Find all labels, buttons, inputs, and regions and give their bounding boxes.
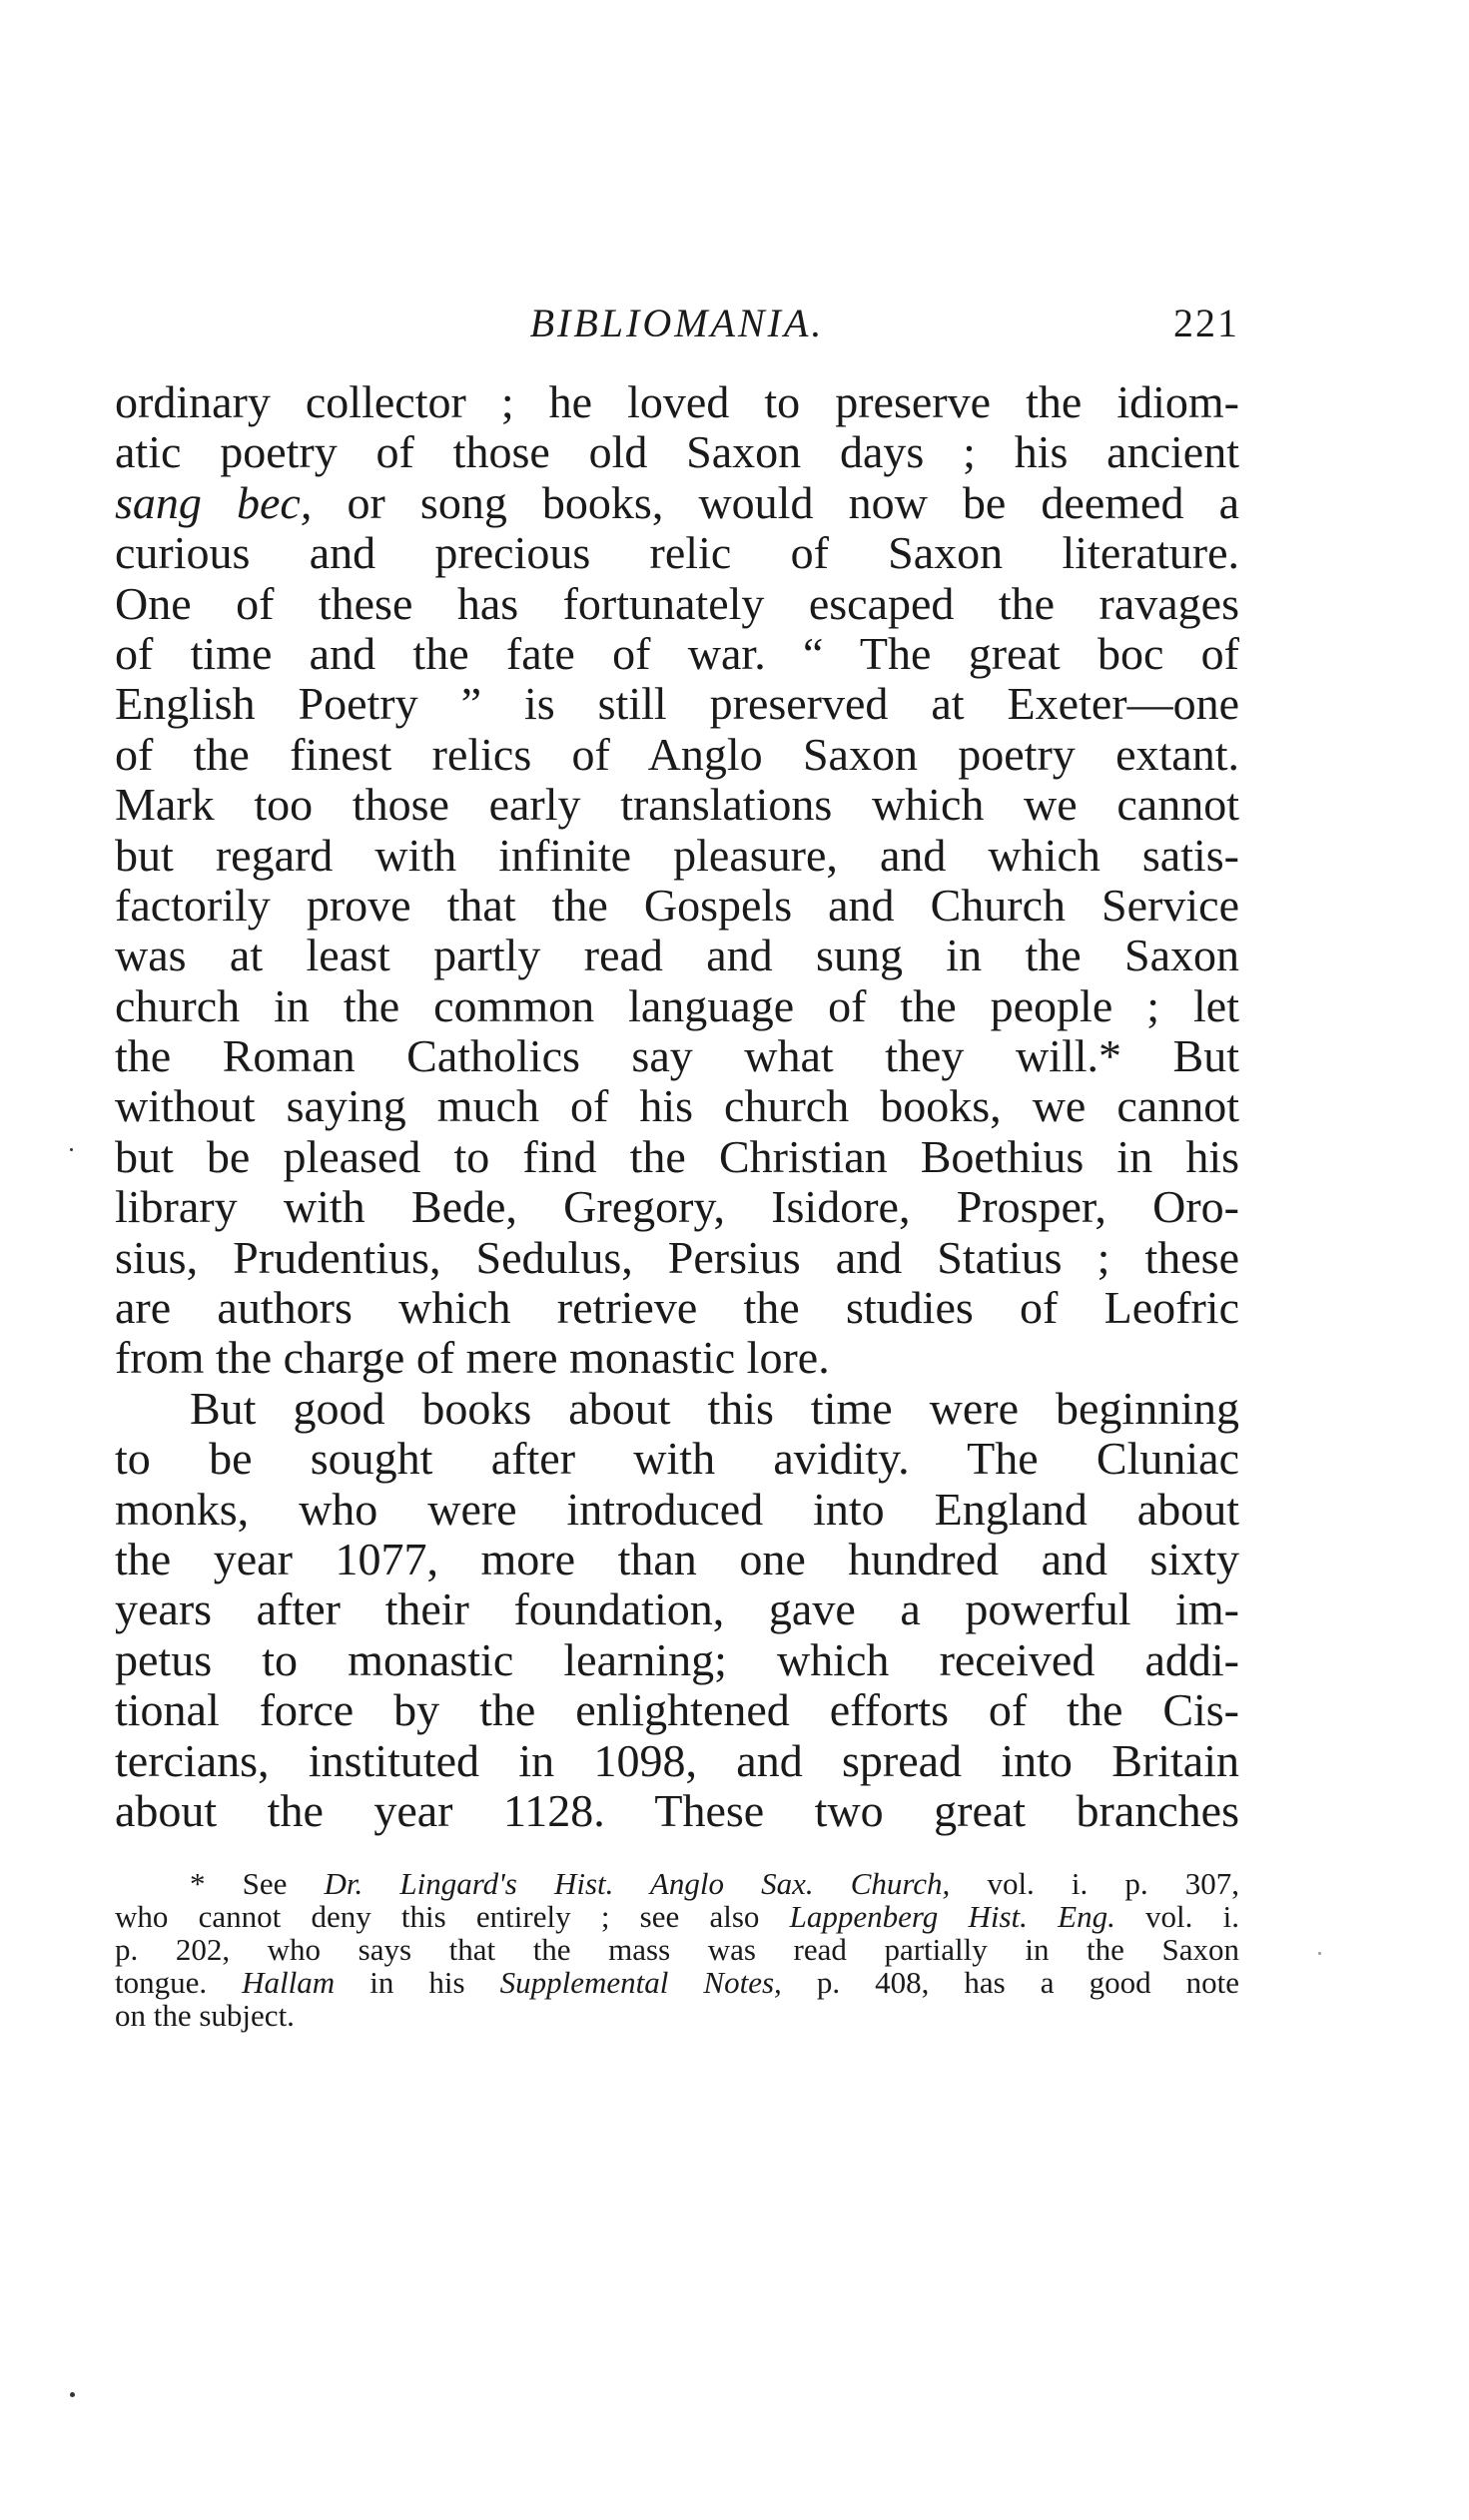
- running-head: [115, 300, 1239, 359]
- footnote: [115, 1867, 1239, 2032]
- footnote-text: who cannot deny this entirely ; see also: [115, 1899, 760, 1934]
- text-line: factorily prove that the Gospels and Church Service: [115, 879, 1239, 931]
- footnote-citation: Lappenberg Hist. Eng.: [789, 1899, 1115, 1934]
- text-line: monks, who were introduced into England about: [115, 1483, 1239, 1535]
- footnote-citation: Hallam: [242, 1965, 336, 2000]
- text-line: without saying much of his church books, we cannot: [115, 1080, 1239, 1132]
- text-line: petus to monastic learning; which received addi-: [115, 1633, 1239, 1685]
- footnote-citation: Dr. Lingard's Hist. Anglo Sax. Church,: [324, 1866, 951, 1901]
- footnote-text: tongue.: [115, 1965, 208, 2000]
- margin-speck: [1318, 1952, 1321, 1955]
- text-line: curious and precious relic of Saxon literature.: [115, 527, 1239, 579]
- text-line: are authors which retrieve the studies of Leofric: [115, 1282, 1239, 1334]
- text-line: but be pleased to find the Christian Boethius in his: [115, 1130, 1239, 1182]
- text-line: tional force by the enlightened efforts of the Cis-: [115, 1684, 1239, 1736]
- text-line: the year 1077, more than one hundred and sixty: [115, 1533, 1239, 1584]
- text-line: about the year 1128. These two great branches: [115, 1784, 1239, 1836]
- text-line: library with Bede, Gregory, Isidore, Prosper, Oro-: [115, 1181, 1239, 1233]
- italic-phrase: sang bec,: [115, 476, 313, 528]
- text-line: ordinary collector ; he loved to preserve the idiom-: [115, 376, 1239, 427]
- margin-speck: [70, 1148, 73, 1151]
- text-line: but regard with infinite pleasure, and which satis-: [115, 829, 1239, 881]
- footnote-text: vol. i.: [1145, 1899, 1239, 1934]
- text-line: of time and the fate of war. “ The great boc of: [115, 627, 1239, 679]
- text-line: the Roman Catholics say what they will.* But: [115, 1030, 1239, 1082]
- footnote-text: vol. i. p. 307,: [987, 1866, 1239, 1901]
- page-number: 221: [1173, 301, 1239, 345]
- paragraph-start-line: But good books about this time were beginning: [190, 1382, 1239, 1434]
- text-line: to be sought after with avidity. The Cluniac: [115, 1433, 1239, 1485]
- text-line: was at least partly read and sung in the Saxon: [115, 930, 1239, 981]
- body-text: [115, 377, 1239, 1836]
- footnote-line: [115, 1966, 1239, 1999]
- footnote-text: p. 408, has a good note: [816, 1965, 1239, 2000]
- footnote-line: [115, 1867, 1239, 1900]
- text-line: atic poetry of those old Saxon days ; his ancient: [115, 426, 1239, 478]
- paragraph-end-line: from the charge of mere monastic lore.: [115, 1332, 830, 1384]
- text-line: One of these has fortunately escaped the ravages: [115, 577, 1239, 629]
- text-line: sius, Prudentius, Sedulus, Persius and Statius ; these: [115, 1231, 1239, 1283]
- footnote-line: [115, 1900, 1239, 1933]
- footnote-citation: Supplemental Notes,: [499, 1965, 782, 2000]
- text-line-with-italic: [115, 478, 1239, 528]
- text-line: of the finest relics of Anglo Saxon poetry extant.: [115, 728, 1239, 780]
- margin-speck: [70, 2392, 75, 2397]
- text-line: Mark too those early translations which we cannot: [115, 779, 1239, 831]
- footnote-text: in his: [369, 1965, 465, 2000]
- text-line-rest: or song books, would now be deemed a: [347, 476, 1239, 528]
- text-line: years after their foundation, gave a powerful im-: [115, 1583, 1239, 1635]
- footnote-line: on the subject.: [115, 1998, 295, 2033]
- footnote-line: p. 202, who says that the mass was read partially in the Saxon: [115, 1932, 1239, 1967]
- text-line: church in the common language of the people ; let: [115, 979, 1239, 1031]
- text-line: tercians, instituted in 1098, and spread into Britain: [115, 1734, 1239, 1786]
- footnote-text: * See: [190, 1866, 288, 1901]
- text-line: English Poetry ” is still preserved at Exeter—one: [115, 678, 1239, 730]
- running-title: BIBLIOMANIA.: [529, 301, 825, 345]
